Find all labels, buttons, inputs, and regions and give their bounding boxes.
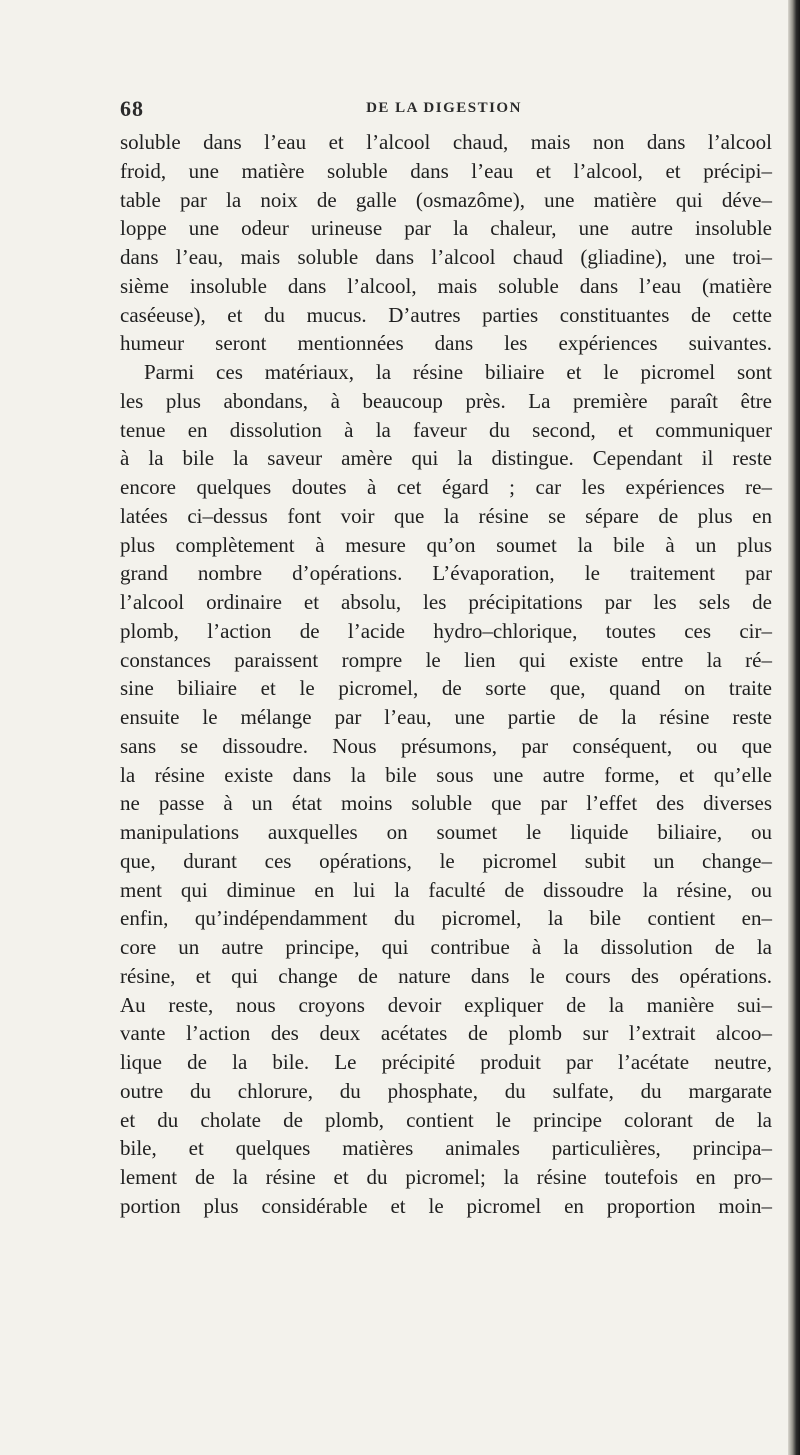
text-line: tenue en dissolution à la faveur du second, et communiquer: [120, 417, 772, 442]
text-line: et du cholate de plomb, contient le principe colorant de la: [120, 1107, 772, 1132]
text-line: ment qui diminue en lui la faculté de dissoudre la résine, ou: [120, 877, 772, 902]
text-line: encore quelques doutes à cet égard ; car les expériences re–: [120, 475, 772, 499]
text-line: enfin, qu’indépendamment du picromel, la bile contient en–: [120, 906, 772, 931]
text-line: table par la noix de galle (osmazôme), une matière qui déve–: [120, 187, 772, 212]
running-head: DE LA DIGESTION: [366, 100, 522, 116]
text-line: dans l’eau, mais soluble dans l’alcool chaud (gliadine), une troi–: [120, 245, 772, 269]
text-line: Parmi ces matériaux, la résine biliaire et le picromel sont: [144, 360, 772, 384]
text-line: bile, et quelques matières animales particulières, principa–: [120, 1136, 772, 1161]
text-line: latées ci–dessus font voir que la résine se sépare de plus en: [120, 503, 772, 528]
body-text: [120, 128, 772, 1221]
text-line: que, durant ces opérations, le picromel subit un change–: [120, 848, 772, 873]
text-line: sine biliaire et le picromel, de sorte que, quand on traite: [120, 676, 772, 701]
text-line: vante l’action des deux acétates de plomb sur l’extrait alcoo–: [120, 1021, 772, 1046]
page-number: 68: [120, 96, 144, 121]
text-line: lique de la bile. Le précipité produit par l’acétate neutre,: [120, 1050, 772, 1074]
text-line: à la bile la saveur amère qui la distingue. Cependant il reste: [120, 446, 772, 471]
text-line: l’alcool ordinaire et absolu, les précipitations par les sels de: [120, 590, 772, 614]
text-line: portion plus considérable et le picromel en proportion moin–: [120, 1193, 772, 1218]
text-line: ne passe à un état moins soluble que par l’effet des diverses: [120, 791, 772, 816]
text-line: soluble dans l’eau et l’alcool chaud, mais non dans l’alcool: [120, 130, 772, 154]
text-line: plus complètement à mesure qu’on soumet la bile à un plus: [120, 532, 772, 557]
text-line: sans se dissoudre. Nous présumons, par conséquent, ou que: [120, 733, 772, 758]
page-header: [120, 96, 768, 126]
text-line: humeur seront mentionnées dans les expériences suivantes.: [120, 331, 772, 356]
text-line: plomb, l’action de l’acide hydro–chlorique, toutes ces cir–: [120, 618, 772, 643]
text-line: Au reste, nous croyons devoir expliquer de la manière sui–: [120, 992, 772, 1017]
text-line: les plus abondans, à beaucoup près. La première paraît être: [120, 388, 772, 413]
text-line: core un autre principe, qui contribue à la dissolution de la: [120, 935, 772, 959]
text-line: loppe une odeur urineuse par la chaleur, une autre insoluble: [120, 216, 772, 241]
text-line: outre du chlorure, du phosphate, du sulfate, du margarate: [120, 1078, 772, 1103]
text-line: caséeuse), et du mucus. D’autres parties constituantes de cette: [120, 302, 772, 327]
text-line: sième insoluble dans l’alcool, mais soluble dans l’eau (matière: [120, 273, 772, 298]
page-edge: [788, 0, 800, 1455]
text-line: froid, une matière soluble dans l’eau et l’alcool, et précipi–: [120, 158, 772, 183]
text-line: grand nombre d’opérations. L’évaporation, le traitement par: [120, 561, 772, 586]
text-line: lement de la résine et du picromel; la résine toutefois en pro–: [120, 1165, 772, 1189]
text-line: ensuite le mélange par l’eau, une partie de la résine reste: [120, 705, 772, 729]
text-line: résine, et qui change de nature dans le cours des opérations.: [120, 963, 772, 988]
text-line: manipulations auxquelles on soumet le liquide biliaire, ou: [120, 820, 772, 844]
text-line: la résine existe dans la bile sous une autre forme, et qu’elle: [120, 762, 772, 787]
text-line: constances paraissent rompre le lien qui existe entre la ré–: [120, 647, 772, 672]
